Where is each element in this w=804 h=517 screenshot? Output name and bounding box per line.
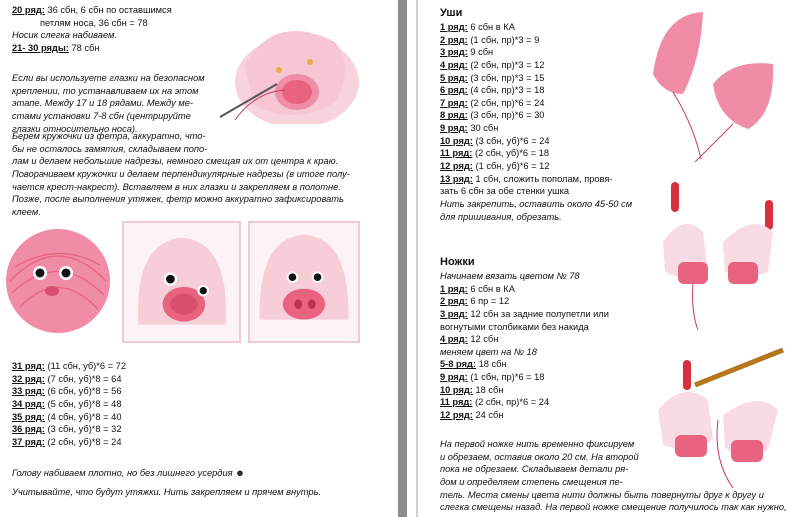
row-label: 7 ряд: <box>440 97 468 108</box>
para-line: и обрезаем, оставив около 20 см. На второй <box>440 451 639 462</box>
row-text: вогнутыми столбиками без накида <box>440 321 589 332</box>
row-label: 36 ряд: <box>12 424 45 435</box>
para-line: слегка смещены назад. На первой ножке смещение получилось так как нужно, <box>440 502 787 513</box>
row-text: зать 6 сбн за обе стенки ушка <box>440 186 570 197</box>
row-label: 4 ряд: <box>440 59 468 70</box>
para-line: стами установки 7-8 сбн (центрируйте <box>12 110 191 121</box>
row-label: 35 ряд: <box>12 411 45 422</box>
final-notes <box>12 467 384 498</box>
row-label: 2 ряд: <box>440 296 468 307</box>
row-text: (4 сбн, уб)*8 = 40 <box>44 411 122 422</box>
row-text: (3 сбн, пр)*3 = 15 <box>467 72 545 83</box>
row-label: 3 ряд: <box>440 47 468 58</box>
head-decrease-rows <box>12 360 212 448</box>
row-text: (7 сбн, уб)*8 = 64 <box>44 373 122 384</box>
row-label: 9 ряд: <box>440 372 468 383</box>
left-page <box>0 0 392 517</box>
row-label: 6 ряд: <box>440 85 468 96</box>
ears-section <box>440 6 640 223</box>
legs-title: Ножки <box>440 256 475 268</box>
ears-title: Уши <box>440 7 463 19</box>
pig-head-illustration <box>215 12 360 124</box>
row-text: (2 сбн, пр)*6 = 24 <box>472 397 550 408</box>
row-label: 12 ряд: <box>440 161 473 171</box>
row-label: 2 ряд: <box>440 34 468 45</box>
felt-paragraph <box>12 130 384 218</box>
row-text: (1 сбн, пр)*6 = 18 <box>467 372 545 383</box>
row-text: 30 сбн <box>467 123 499 134</box>
row-text: (6 сбн, уб)*8 = 56 <box>44 386 122 397</box>
yarn-ball-illustration <box>0 221 117 343</box>
para-line: На первой ножке нить временно фиксируем <box>440 439 635 449</box>
row-label: 5 ряд: <box>440 72 468 83</box>
row-text: (2 сбн, пр)*3 = 12 <box>467 59 545 70</box>
row-text: 12 сбн <box>467 334 499 345</box>
nose-note: Носик слегка набиваем. <box>12 30 117 41</box>
row-label: 8 ряд: <box>440 110 468 121</box>
final-note: Учитывайте, что будут утяжки. Нить закрепляем и прячем внутрь. <box>12 486 322 497</box>
eyes-paragraph <box>12 72 212 135</box>
para-line: Поворачиваем кружочки и делаем перпендикулярные надрезы (в итоге полу- <box>12 168 350 179</box>
row-label: 11 ряд: <box>440 148 473 159</box>
para-line: бы не осталось замятия, складываем попо- <box>12 143 208 154</box>
page-gutter <box>398 0 407 517</box>
para-line: креплении, то устанавливаем их на этом <box>12 85 199 96</box>
color-note: меняем цвет на № 18 <box>440 346 537 357</box>
para-line: дом и определяем степень смещения пе- <box>440 476 623 487</box>
row-label: 31 ряд: <box>12 361 45 371</box>
row-text: 12 сбн за задние полупетли или <box>467 308 609 319</box>
row-text: (2 сбн, уб)*6 = 18 <box>472 148 549 159</box>
legs-hook-illustration <box>643 340 785 490</box>
row-text: (1 сбн, пр)*3 = 9 <box>467 34 540 45</box>
row-label: 1 ряд: <box>440 21 468 32</box>
legs-markers-illustration <box>643 172 785 332</box>
row-label: 32 ряд: <box>12 373 45 384</box>
row-text: петлям носа, 36 сбн = 78 <box>40 17 148 28</box>
row-label: 20 ряд: <box>12 5 45 15</box>
row-text: (2 сбн, пр)*6 = 24 <box>467 97 545 108</box>
row-label: 34 ряд: <box>12 398 45 409</box>
row-label: 21- 30 ряды: <box>12 42 69 53</box>
row-text: (3 сбн, уб)*6 = 24 <box>472 135 550 146</box>
row-text: (4 сбн, пр)*3 = 18 <box>467 85 545 96</box>
row-text: 78 сбн <box>68 42 100 53</box>
para-line: клеем. <box>12 206 41 217</box>
row-label: 37 ряд: <box>12 436 45 447</box>
row-label: 12 ряд: <box>440 410 473 420</box>
para-line: чается крест-накрест). Вставляем в них глазки и закрепляем в полотне. <box>12 181 341 192</box>
row-text: 6 сбн в КА <box>467 283 515 294</box>
row-text: 24 сбн <box>472 410 504 420</box>
photo-head-nose <box>122 221 241 343</box>
head-nose-illustration <box>124 223 239 341</box>
row-text: (11 сбн, уб)*6 = 72 <box>44 361 126 371</box>
para-line: Если вы используете глазки на безопасном <box>12 73 205 83</box>
photo-head-front <box>248 221 360 343</box>
photo-ears <box>643 4 785 164</box>
ears-illustration <box>643 4 785 164</box>
row-text: 6 пр = 12 <box>467 296 510 307</box>
photo-head-needle <box>215 12 360 124</box>
ears-note: Нить закрепить, оставить около 45-50 см <box>440 198 633 209</box>
head-front-illustration <box>250 223 358 341</box>
para-line: пока не обрезаем. Складываем детали ря- <box>440 464 629 475</box>
photo-yarn-ball <box>0 221 117 343</box>
row-label: 1 ряд: <box>440 283 468 294</box>
stuff-note: Голову набиваем плотно, но без лишнего усердия <box>12 468 233 478</box>
smiley-icon: ☻ <box>235 468 245 478</box>
photo-legs-hook <box>643 340 785 490</box>
row-label: 9 ряд: <box>440 123 468 134</box>
row-label: 10 ряд: <box>440 384 473 395</box>
row-label: 10 ряд: <box>440 135 473 146</box>
para-line: глазки относительно носа). <box>12 123 138 134</box>
para-line: Берем кружочки из фетра, аккуратно, что- <box>12 131 206 141</box>
para-line: Позже, после выполнения утяжек, фетр можно аккуратно зафиксировать <box>12 194 344 205</box>
row-text: 18 сбн <box>476 359 507 370</box>
row-text: 18 сбн <box>472 384 504 395</box>
row-text: 6 сбн в КА <box>467 21 515 32</box>
legs-section <box>440 255 640 422</box>
row-text: 9 сбн <box>467 47 494 58</box>
row-text: (2 сбн, уб)*8 = 24 <box>44 436 122 447</box>
row-label: 13 ряд: <box>440 173 473 184</box>
row-text: (3 сбн, пр)*6 = 30 <box>467 110 545 121</box>
row-label: 33 ряд: <box>12 386 45 397</box>
row-label: 3 ряд: <box>440 308 468 319</box>
row-text: (1 сбн, уб)*6 = 12 <box>472 161 550 171</box>
row-label: 4 ряд: <box>440 334 468 345</box>
para-line: лам и делаем небольшие надрезы, немного смещая их от центра к краю. <box>12 156 339 167</box>
row-label: 5-8 ряд: <box>440 359 476 370</box>
start-note: Начинаем вязать цветом № 78 <box>440 270 580 281</box>
photo-legs-markers <box>643 172 785 332</box>
row-text: (3 сбн, уб)*8 = 32 <box>44 424 122 435</box>
row-text: 1 сбн, сложить пополам, провя- <box>472 173 613 184</box>
page-edge <box>416 0 418 517</box>
ears-note: для пришивания, обрезать. <box>440 211 562 222</box>
para-line: тель. Места смены цвета нити должны быть повернуты друг к другу и <box>440 489 764 500</box>
row-text: (5 сбн, уб)*8 = 48 <box>44 398 122 409</box>
para-line: этапе. Между 17 и 18 рядами. Между ме- <box>12 98 193 109</box>
right-page <box>436 0 804 517</box>
row-label: 11 ряд: <box>440 397 473 408</box>
row-text: 36 сбн, 6 сбн по оставшимся <box>44 5 172 15</box>
